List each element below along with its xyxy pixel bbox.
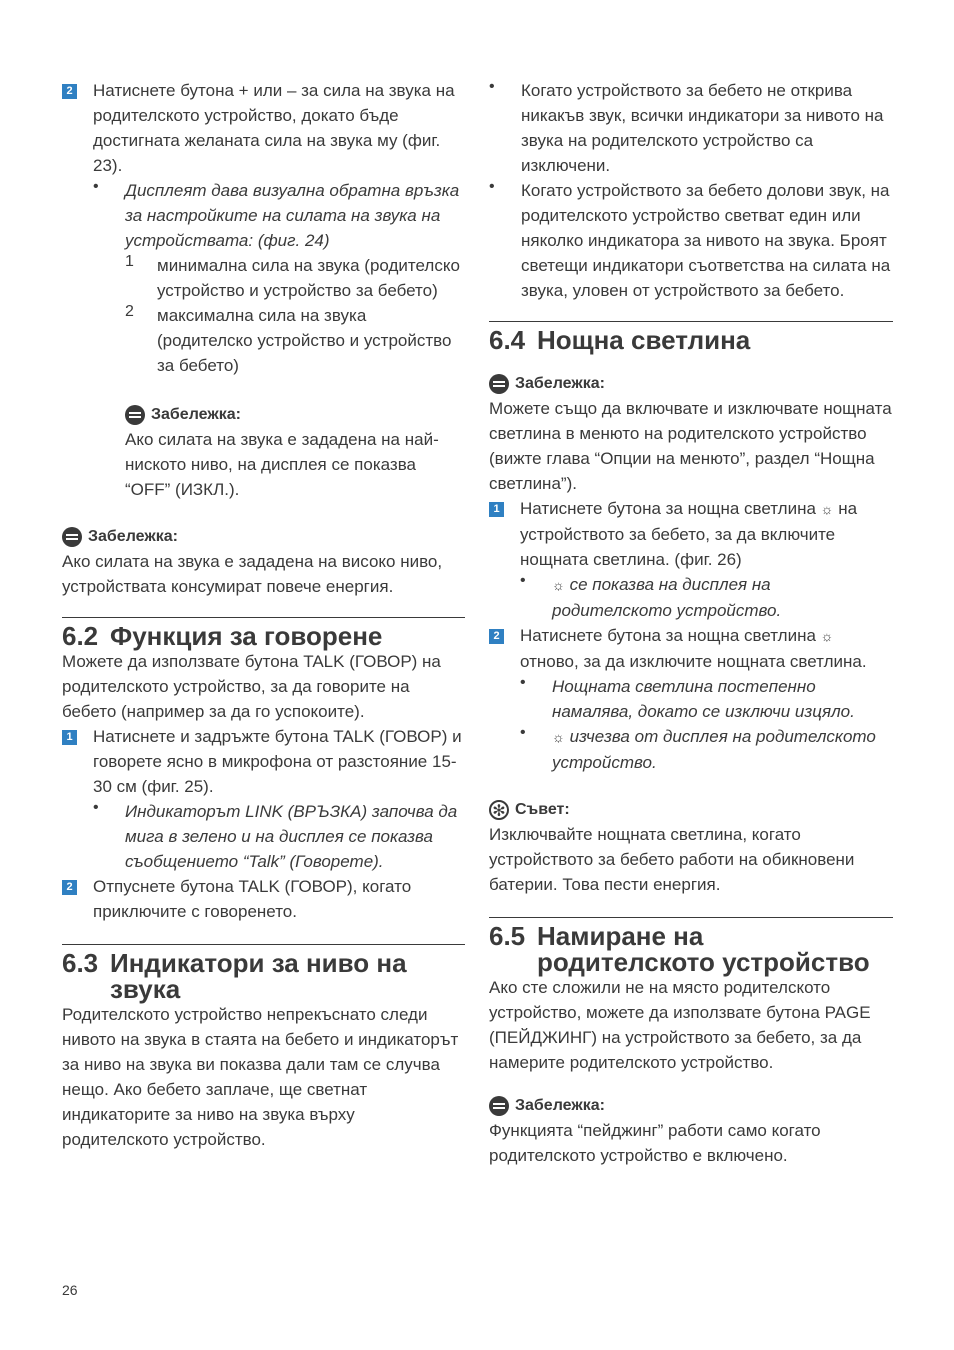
night-light-icon: ☼ [820, 628, 834, 644]
bullet-item [520, 674, 893, 724]
bullet-icon: • [520, 674, 526, 691]
left-column [62, 78, 465, 1152]
note-icon [489, 1096, 509, 1116]
tip-heading: Съвет: [515, 801, 570, 818]
bullet-icon: • [489, 178, 495, 195]
bullet-item [93, 799, 465, 874]
tip-block [489, 797, 893, 897]
note-text: Ако силата на звука е зададена на високо ниво, устройствата консумират повече енергия. [62, 552, 443, 596]
enum-item-1 [125, 253, 465, 303]
enum-text: максимална сила на звука (родителско устройство и устройство за бебето) [157, 306, 452, 375]
bullet-icon: • [93, 178, 99, 195]
step-number-badge: 1 [489, 502, 504, 517]
step-number-badge: 1 [62, 730, 77, 745]
tip-text: Изключвайте нощната светлина, когато устройството за бебето работи на обикновени батерии. Това пести енергия. [489, 825, 855, 894]
note-heading: Забележка: [88, 528, 178, 545]
night-light-icon: ☼ [552, 577, 565, 593]
step-number-badge: 2 [62, 880, 77, 895]
bullet-text: изчезва от дисплея на родителското устройство. [552, 727, 876, 772]
note-block [489, 1093, 893, 1168]
step-text: Натиснете бутона за нощна светлина ☼ на устройството за бебето, за да включите нощната светлина. (фиг. 26) [520, 499, 858, 569]
step-text: Натиснете бутона за нощна светлина ☼ отново, за да изключите нощната светлина. [520, 626, 867, 671]
bullet-item [520, 724, 893, 775]
section-heading-6-5: 6.5 Намиране на родителското устройство [489, 917, 893, 975]
note-icon [125, 405, 145, 425]
enum-number: 1 [125, 253, 134, 270]
bullet-text: се показва на дисплея на родителското устройство. [552, 575, 782, 620]
step-2 [62, 78, 465, 178]
step-text: Отпуснете бутона TALK (ГОВОР), когато приключите с говоренето. [93, 877, 412, 921]
step-1 [62, 724, 465, 799]
step-2 [62, 874, 465, 924]
bullet-icon: • [520, 572, 526, 589]
step-1 [489, 496, 893, 572]
step-text: Натиснете бутона + или – за сила на звука на родителското устройство, докато бъде достигната желаната сила на звука му (фиг. 23). [93, 81, 455, 175]
bullet-item [93, 178, 465, 253]
night-light-icon: ☼ [552, 729, 565, 745]
note-icon [62, 527, 82, 547]
step-number-badge: 2 [489, 629, 504, 644]
note-icon [489, 374, 509, 394]
section-text: Родителското устройство непрекъснато следи нивото на звука в стаята на бебето и индикаторът за ниво на звука ви показва дали там се случва нещо. Ако бебето заплаче, ще светнат индикаторите за ниво на звука върху родителското устройство. [62, 1005, 459, 1149]
bullet-text: Когато устройството за бебето долови звук, на родителското устройство светват един или няколко индикатора за нивото на звука. Броят светещи индикатори съответства на силата на звука, уловен от устройството за бебето. [521, 181, 891, 300]
right-column [489, 78, 893, 1168]
note-heading: Забележка: [151, 406, 241, 423]
tip-icon [489, 800, 509, 820]
night-light-icon: ☼ [820, 501, 834, 517]
section-intro: Можете да използвате бутона TALK (ГОВОР) на родителското устройство, за да говорите на бебето (например за да го успокоите). [62, 652, 441, 721]
enum-number: 2 [125, 303, 134, 320]
bullet-item [520, 572, 893, 623]
note-text: Ако силата на звука е зададена на най-ниското ниво, на дисплея се показва “OFF” (ИЗКЛ.). [125, 430, 439, 499]
note-heading: Забележка: [515, 375, 605, 392]
section-heading-6-4: 6.4 Нощна светлина [489, 321, 893, 353]
bullet-icon: • [489, 78, 495, 95]
bullet-text: Индикаторът LINK (ВРЪЗКА) започва да мига в зелено и на дисплея се показва съобщението “Talk” (Говорете). [125, 802, 458, 871]
section-heading-6-2: 6.2 Функция за говорене [62, 617, 465, 649]
note-text: Функцията “пейджинг” работи само когато родителското устройство е включено. [489, 1121, 821, 1165]
enum-item-2 [125, 303, 465, 378]
note-heading: Забележка: [515, 1097, 605, 1114]
bullet-text: Когато устройството за бебето не открива никакъв звук, всички индикатори за нивото на звука на родителското устройство са изключени. [521, 81, 884, 175]
enum-text: минимална сила на звука (родителско устройство и устройство за бебето) [157, 256, 460, 300]
bullet-icon: • [93, 799, 99, 816]
step-number-badge: 2 [62, 84, 77, 99]
step-text: Натиснете и задръжте бутона TALK (ГОВОР) и говорете ясно в микрофона от разстояние 15-30 см (фиг. 25). [93, 727, 462, 796]
note-block [125, 402, 465, 502]
note-block [62, 524, 465, 599]
step-2 [489, 623, 893, 674]
bullet-item [489, 78, 893, 178]
section-heading-6-3: 6.3 Индикатори за ниво на звука [62, 944, 465, 1002]
page-number: 26 [62, 1282, 78, 1298]
note-block [489, 371, 893, 496]
bullet-item [489, 178, 893, 303]
section-text: Ако сте сложили не на място родителското устройство, можете да използвате бутона PAGE (ПЕЙДЖИНГ) на устройството за бебето, за да намерите родителското устройство. [489, 978, 871, 1072]
bullet-text: Нощната светлина постепенно намалява, докато се изключи изцяло. [552, 677, 855, 721]
note-text: Можете също да включвате и изключвате нощната светлина в менюто на родителското устройство (вижте глава “Опции на менюто”, раздел “Нощна светлина”). [489, 399, 892, 493]
bullet-icon: • [520, 724, 526, 741]
bullet-text: Дисплеят дава визуална обратна връзка за настройките на силата на звука на устройствата: (фиг. 24) [125, 181, 460, 250]
